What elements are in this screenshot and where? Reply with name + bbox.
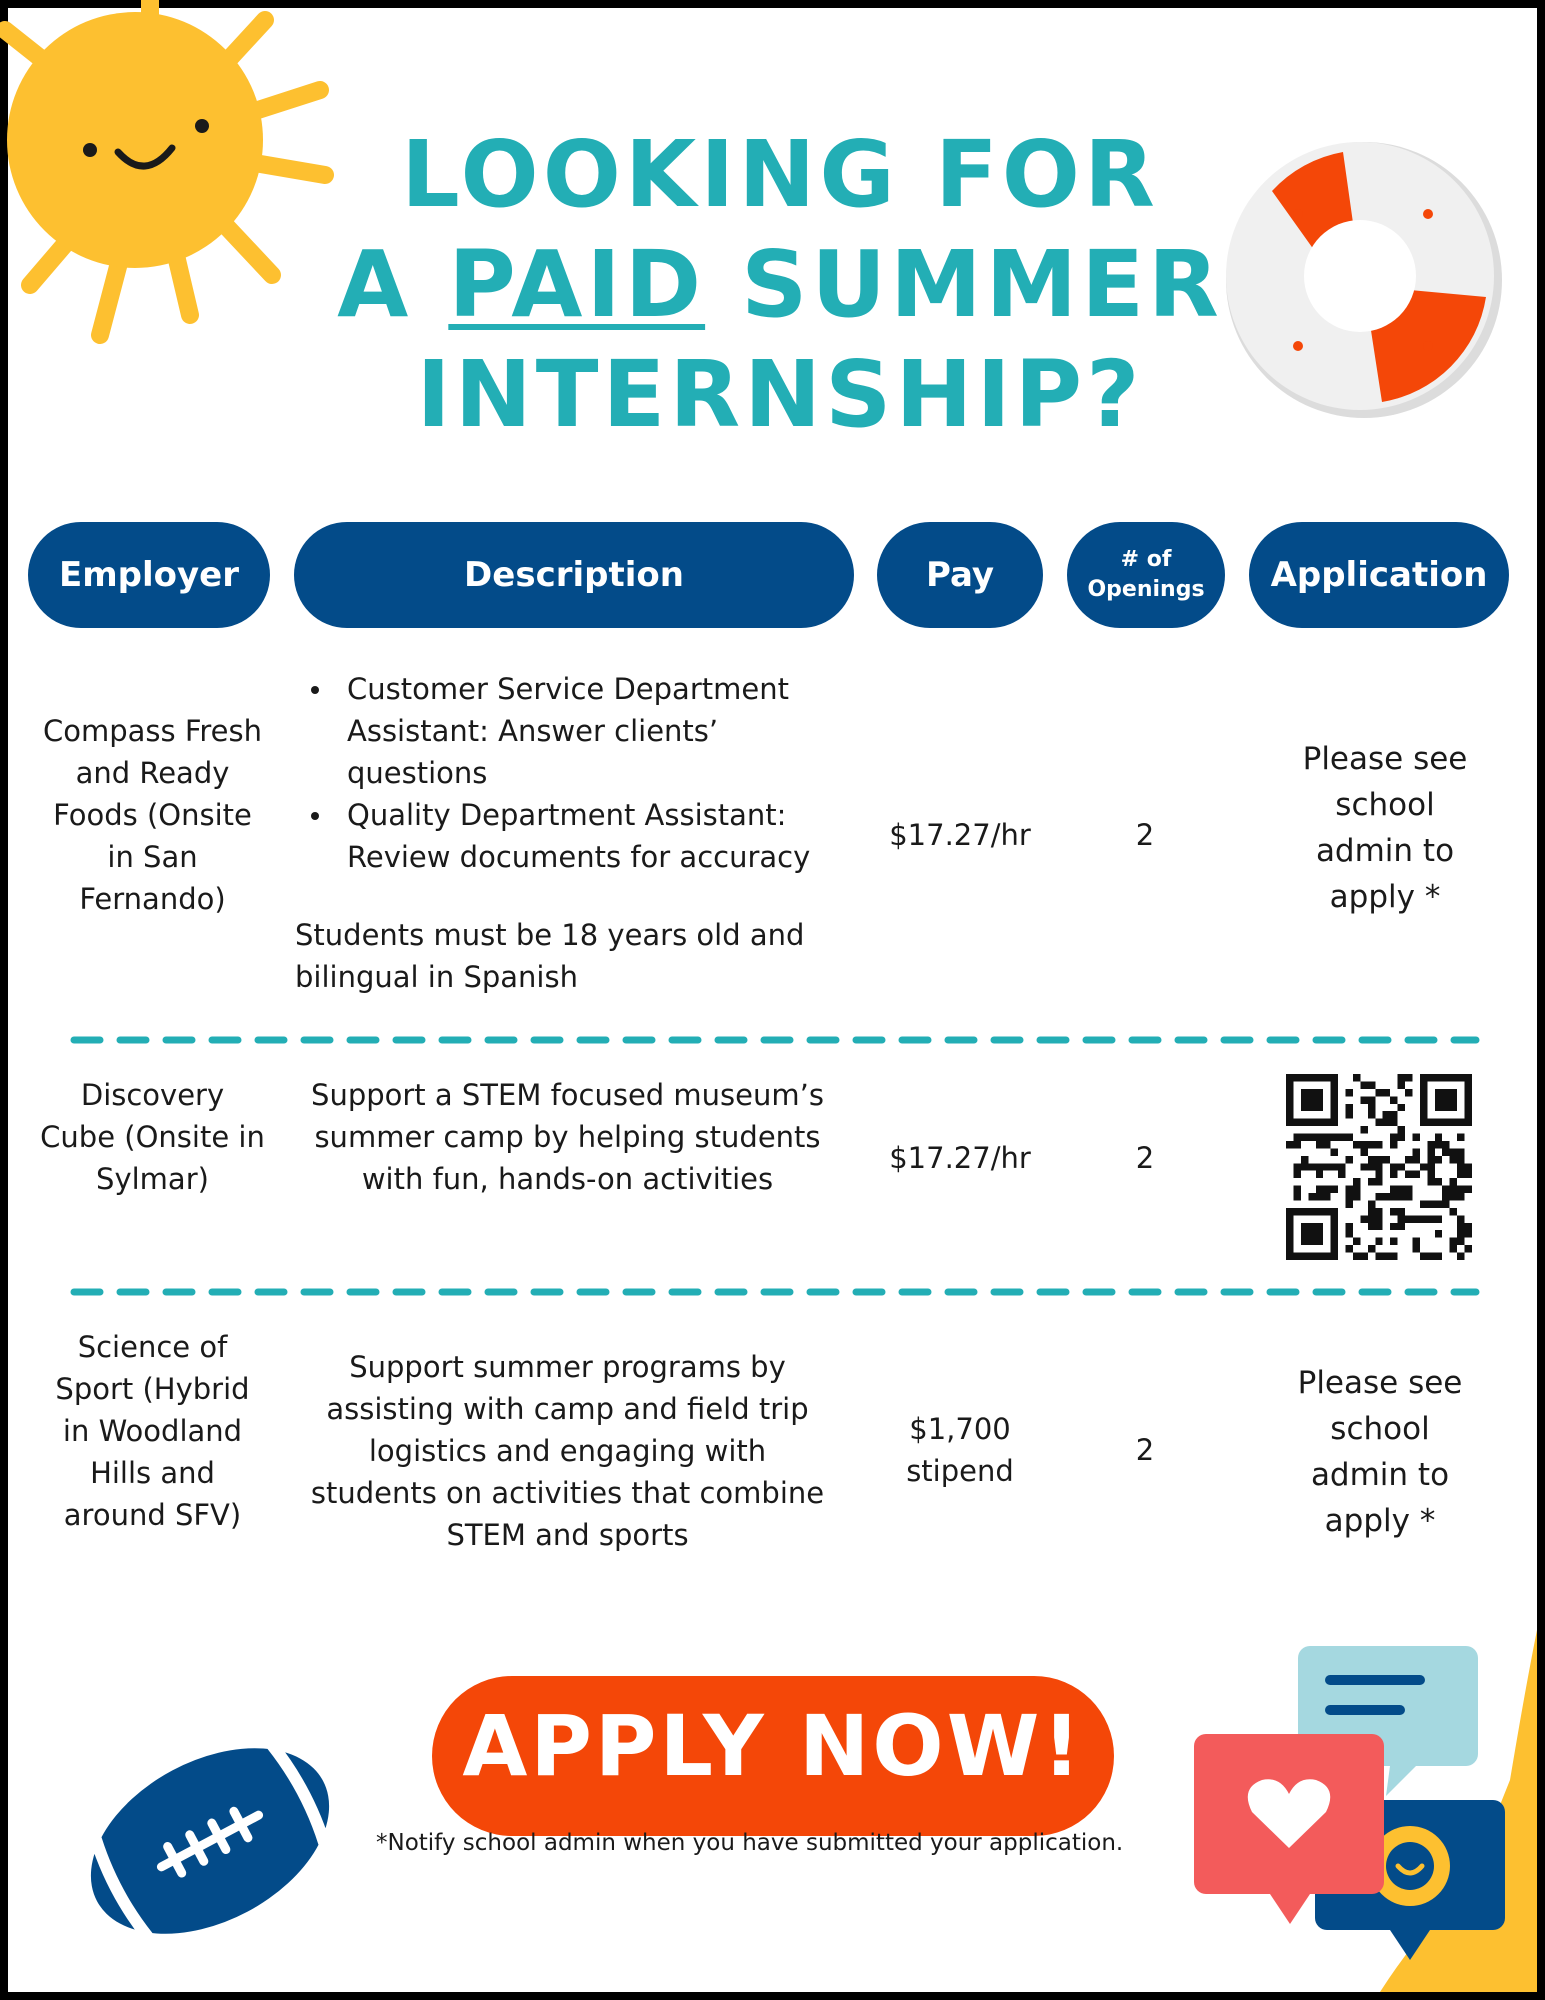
footnote: *Notify school admin when you have submitted your application. — [376, 1830, 1124, 1856]
row2-openings: 2 — [1135, 1141, 1155, 1175]
row1-pay: $17.27/hr — [889, 818, 1031, 852]
title-line-3: INTERNSHIP? — [416, 341, 1144, 448]
row1-description — [295, 668, 855, 998]
header-application: Application — [1249, 522, 1509, 628]
header-openings-line-2: Openings — [1087, 577, 1205, 602]
title-line-1: LOOKING FOR — [401, 121, 1159, 228]
row2-pay: $17.27/hr — [889, 1141, 1031, 1175]
football-icon — [70, 1726, 350, 1956]
row1-requirement-note: Students must be 18 years old and bilingual in Spanish — [295, 918, 805, 994]
title-line-2 — [330, 230, 1230, 340]
life-ring-icon — [1224, 140, 1504, 420]
header-employer: Employer — [28, 522, 270, 628]
row1-employer: Compass Fresh and Ready Foods (Onsite in San Fernando) — [42, 714, 263, 916]
header-openings-line-1: # of — [1120, 547, 1172, 572]
row1-bullet-2: Quality Department Assistant: Review documents for accuracy — [295, 794, 855, 878]
row2-employer: Discovery Cube (Onsite in Sylmar) — [40, 1078, 265, 1196]
row1-openings: 2 — [1135, 818, 1155, 852]
chat-bubbles-icon — [1190, 1630, 1537, 1992]
title-line-2-suffix: SUMMER — [705, 231, 1223, 338]
qr-code-icon[interactable] — [1286, 1074, 1472, 1260]
row3-application: Please see school admin to apply * — [1297, 1365, 1463, 1539]
title-line-2-prefix: A — [337, 231, 449, 338]
row3-openings: 2 — [1135, 1433, 1155, 1467]
row-divider-1 — [70, 1036, 1480, 1044]
page-title — [330, 120, 1230, 450]
row3-description: Support summer programs by assisting with camp and field trip logistics and engaging with students on activities that combine STEM and sports — [310, 1350, 825, 1552]
header-description: Description — [294, 522, 854, 628]
row1-bullet-1: Customer Service Department Assistant: Answer clients’ questions — [295, 668, 855, 794]
header-openings — [1067, 522, 1225, 628]
row3-employer: Science of Sport (Hybrid in Woodland Hills and around SFV) — [55, 1330, 250, 1532]
apply-now-button[interactable]: APPLY NOW! — [432, 1676, 1114, 1836]
sun-icon — [0, 0, 345, 345]
title-paid-emphasis: PAID — [448, 231, 706, 338]
row1-application: Please see school admin to apply * — [1302, 741, 1468, 915]
header-pay: Pay — [877, 522, 1043, 628]
row2-description: Support a STEM focused museum’s summer camp by helping students with fun, hands-on activities — [311, 1078, 824, 1196]
row3-pay: $1,700 stipend — [906, 1412, 1014, 1488]
row1-description-list — [295, 668, 855, 878]
row-divider-2 — [70, 1288, 1480, 1296]
